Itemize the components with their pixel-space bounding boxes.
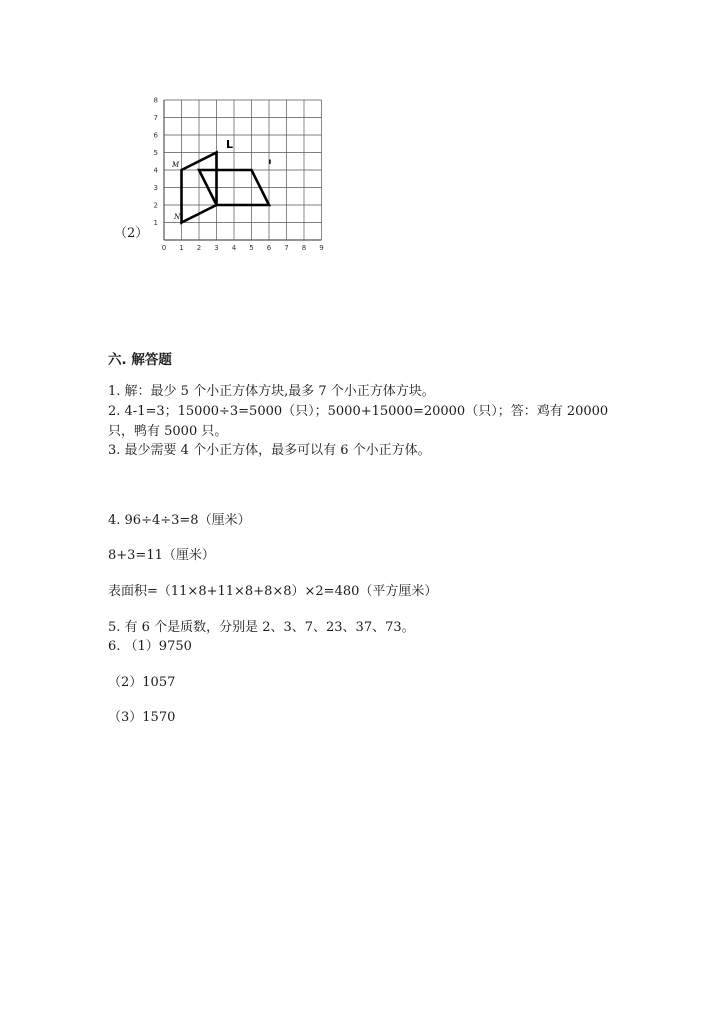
y-tick-label: 8 — [153, 96, 158, 105]
x-tick-label: 3 — [214, 244, 219, 252]
answer-line-11: （3）1570 — [108, 710, 176, 725]
coordinate-grid-figure — [140, 88, 340, 258]
point-label-M: M — [172, 161, 180, 169]
point-label-N: N — [174, 213, 181, 221]
answer-line-1: 1. 解：最少 5 个小正方体方块,最多 7 个小正方体方块。 — [108, 384, 435, 399]
x-tick-label: 9 — [319, 244, 324, 252]
answer-line-3: 只，鸭有 5000 只。 — [108, 424, 228, 439]
section-title: 六. 解答题 — [108, 352, 172, 368]
x-tick-label: 0 — [161, 244, 167, 252]
x-tick-label: 5 — [249, 244, 254, 252]
y-tick-label: 4 — [153, 166, 158, 175]
answer-line-8: 5. 有 6 个是质数，分别是 2、3、7、23、37、73。 — [108, 620, 415, 635]
answer-line-6: 8+3=11（厘米） — [108, 548, 215, 563]
y-tick-label: 3 — [153, 184, 158, 192]
y-tick-label: 2 — [153, 201, 158, 210]
answer-line-5: 4. 96÷4÷3=8（厘米） — [108, 513, 251, 528]
point-label-L: L — [226, 138, 234, 151]
point-label-C: C — [213, 197, 218, 204]
y-tick-label: 7 — [153, 114, 158, 122]
answer-line-7: 表面积=（11×8+11×8+8×8）×2=480（平方厘米） — [108, 584, 438, 599]
answer-line-4: 3. 最少需要 4 个小正方体，最多可以有 6 个小正方体。 — [108, 443, 431, 458]
figure-label: （2） — [114, 226, 149, 241]
y-tick-label: 5 — [153, 149, 158, 157]
x-tick-label: 2 — [196, 244, 202, 252]
x-tick-label: 7 — [284, 244, 289, 252]
answer-line-2: 2. 4-1=3；15000÷3=5000（只）；5000+15000=20000（只）；答：鸡有 20000 — [108, 404, 609, 419]
answer-line-9: 6. （1）9750 — [108, 639, 192, 654]
y-tick-label: 6 — [153, 131, 158, 140]
x-tick-label: 6 — [266, 244, 272, 252]
x-tick-label: 1 — [179, 244, 184, 252]
x-tick-label: 8 — [301, 244, 307, 252]
answer-line-10: （2）1057 — [108, 675, 176, 690]
x-tick-label: 4 — [231, 244, 237, 252]
axis-tick-labels — [154, 97, 324, 253]
y-tick-label: 1 — [153, 219, 158, 227]
